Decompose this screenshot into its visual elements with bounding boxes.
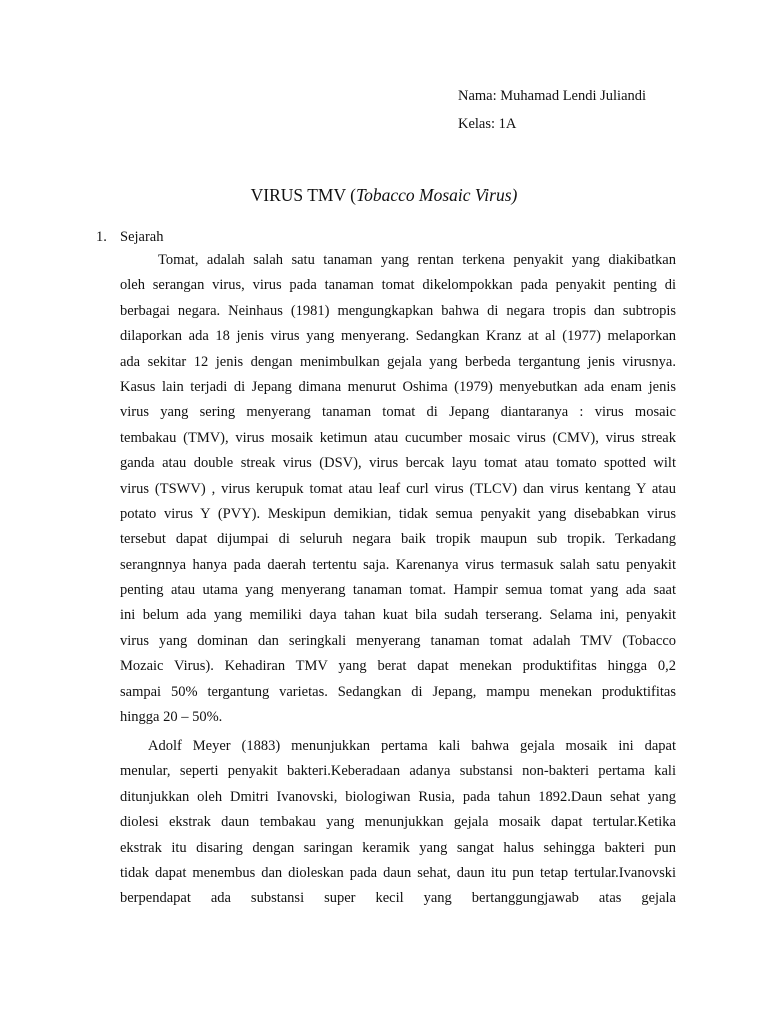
paragraph-line: berpendapat ada substansi super kecil yang bertanggungjawab atas gejala xyxy=(120,890,676,907)
paragraph-line: Adolf Meyer (1883) menunjukkan pertama kali bahwa gejala mosaik ini dapat xyxy=(148,738,676,754)
page-title xyxy=(0,184,768,206)
paragraph-line: ini belum ada yang memiliki daya tahan kuat bila sudah terserang. Selama ini, penyakit xyxy=(120,607,676,624)
paragraph-line: ada sekitar 12 jenis dengan menimbulkan gejala yang berbeda tergantung jenis virusnya. xyxy=(120,353,676,370)
paragraph-line: ditunjukkan oleh Dmitri Ivanovski, biologiwan Rusia, pada tahun 1892.Daun sehat yang xyxy=(120,788,676,805)
paragraph-line: serangnnya hanya pada daerah tertentu saja. Karenanya virus termasuk salah satu penyakit xyxy=(120,556,676,573)
paragraph-line: diolesi ekstrak daun tembakau yang menunjukkan gejala mosaik dapat tertular.Ketika xyxy=(120,814,676,831)
paragraph-2 xyxy=(120,734,676,912)
paragraph-line: virus yang dominan dan seringkali menyerang tanaman tomat adalah TMV (Tobacco xyxy=(120,632,676,649)
title-main: VIRUS TMV ( xyxy=(250,185,356,205)
paragraph-line: sampai 50% tergantung varietas. Sedangkan di Jepang, mampu menekan produktifitas xyxy=(120,683,676,700)
paragraph-line: berbagai negara. Neinhaus (1981) mengungkapkan bahwa di negara tropis dan subtropis xyxy=(120,302,676,319)
paragraph-1 xyxy=(120,248,676,730)
section-heading xyxy=(96,228,163,246)
paragraph-line: menular, seperti penyakit bakteri.Keberadaan adanya substansi non-bakteri pertama kali xyxy=(120,763,676,780)
paragraph-line: ekstrak itu disaring dengan saringan keramik yang sangat halus sehingga bakteri pun xyxy=(120,839,676,856)
paragraph-line: potato virus Y (PVY). Meskipun demikian, tidak semua penyakit yang disebabkan virus xyxy=(120,505,676,522)
paragraph-line: virus (TSWV) , virus kerupuk tomat atau leaf curl virus (TLCV) dan virus kentang Y atau xyxy=(120,480,676,497)
author-class: Kelas: 1A xyxy=(458,116,517,132)
title-italic: Tobacco Mosaic Virus) xyxy=(355,185,518,205)
paragraph-line: Mozaic Virus). Kehadiran TMV yang berat dapat menekan produktifitas hingga 0,2 xyxy=(120,658,676,675)
section-number: 1. xyxy=(96,229,107,245)
author-name: Nama: Muhamad Lendi Juliandi xyxy=(458,88,647,104)
paragraph-line: penting atau utama yang menyerang tanaman tomat. Hampir semua tomat yang ada saat xyxy=(120,582,676,599)
paragraph-line: Tomat, adalah salah satu tanaman yang rentan terkena penyakit yang diakibatkan xyxy=(158,252,676,268)
paragraph-line: tersebut dapat dijumpai di seluruh negara baik tropik maupun sub tropik. Terkadang xyxy=(120,531,676,548)
paragraph-line: ganda atau double streak virus (DSV), virus bercak layu tomat atau tomato spotted wilt xyxy=(120,455,676,472)
paragraph-line: dilaporkan ada 18 jenis virus yang menyerang. Sedangkan Kranz at al (1977) melaporkan xyxy=(120,328,676,345)
paragraph-line: Kasus lain terjadi di Jepang dimana menurut Oshima (1979) menyebutkan ada enam jenis xyxy=(120,378,676,395)
paragraph-line: tidak dapat menembus dan dioleskan pada daun sehat, daun itu pun tetap tertular.Ivanovski xyxy=(120,864,676,881)
paragraph-line: tembakau (TMV), virus mosaik ketimun atau cucumber mosaic virus (CMV), virus streak xyxy=(120,429,676,446)
paragraph-line: virus yang sering menyerang tanaman tomat di Jepang diantaranya : virus mosaic xyxy=(120,404,676,421)
paragraph-line: hingga 20 – 50%. xyxy=(120,709,223,726)
section-title: Sejarah xyxy=(120,229,164,245)
paragraph-line: oleh serangan virus, virus pada tanaman tomat dikelompokkan pada penyakit penting di xyxy=(120,277,676,294)
